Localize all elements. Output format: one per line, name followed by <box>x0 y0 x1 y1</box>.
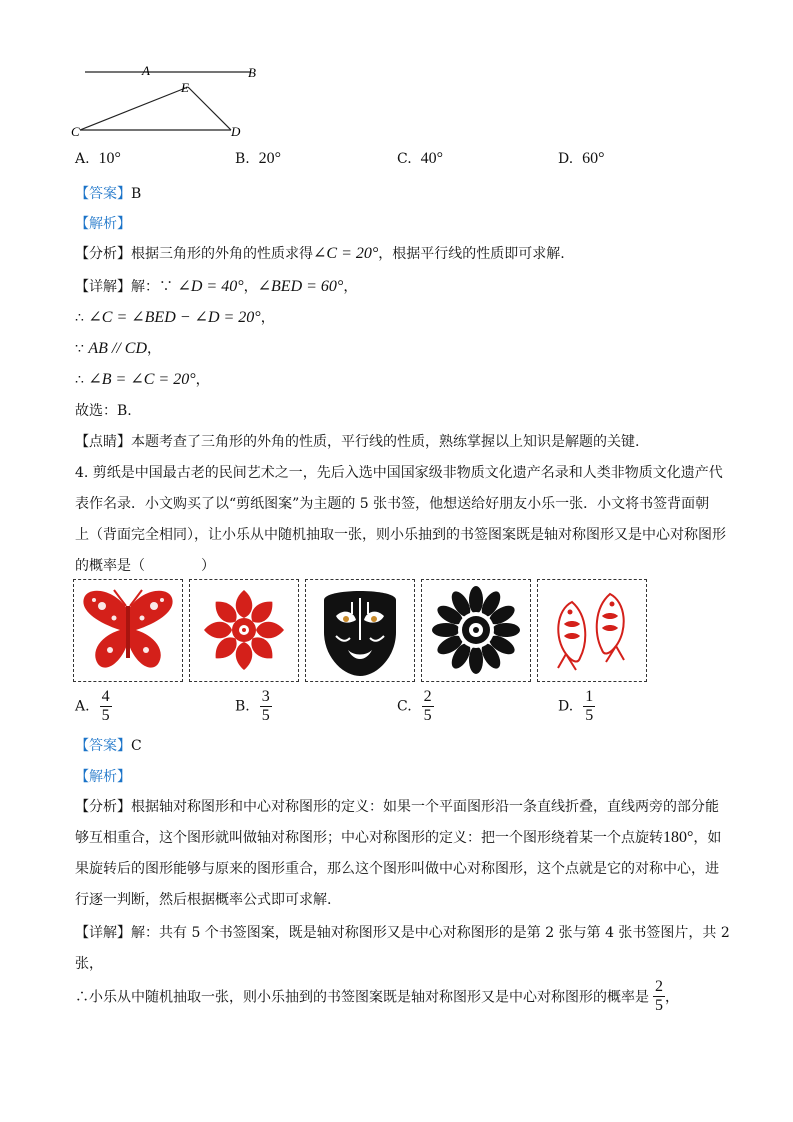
fenxi-text: 够互相重合，这个图形就叫做轴对称图形；中心对称图形的定义：把一个图形绕着某一个点旋转 <box>75 830 663 846</box>
step-prefix: ∴ <box>75 310 89 326</box>
answer-value: B <box>131 186 142 202</box>
q4-fenxi-line-4: 行逐一判断，然后根据概率公式即可求解. <box>75 892 332 908</box>
option-letter: A. <box>75 151 90 167</box>
fraction-numerator: 2 <box>655 978 663 995</box>
fenxi-tag: 【分析】 <box>75 799 131 815</box>
option-fraction <box>100 688 112 725</box>
fenxi-tag: 【分析】 <box>75 246 131 262</box>
answer-tag: 【答案】 <box>75 186 131 202</box>
fraction-denominator: 5 <box>101 707 110 724</box>
fraction-numerator: 1 <box>585 688 594 705</box>
dianjing-tag: 【点睛】 <box>75 434 131 450</box>
q3-analysis-tag: 【解析】 <box>75 216 131 232</box>
dianjing-text: 本题考查了三角形的外角的性质，平行线的性质，熟练掌握以上知识是解题的关键. <box>131 434 640 450</box>
fraction-numerator: 3 <box>261 688 270 705</box>
q4-stem-line-4: 的概率是（ ） <box>75 558 215 574</box>
q3-xiangjie <box>75 276 357 296</box>
q3-step-2 <box>75 307 275 327</box>
option-value: 20° <box>258 150 282 167</box>
option-value: 10° <box>98 150 121 167</box>
fenxi-text-b: ，根据平行线的性质即可求解. <box>378 246 565 262</box>
opera-mask-icon <box>306 580 414 681</box>
q4-stem-line-2: 表作名录．小文购买了以“剪纸图案”为主题的 5 张书签，他想送给好朋友小乐一张．小文将书签背面朝 <box>75 496 710 512</box>
butterfly-icon <box>74 580 182 681</box>
point-label-c: C <box>71 124 80 139</box>
option-letter: C. <box>397 698 412 715</box>
option-letter: B. <box>235 151 250 167</box>
q3-answer <box>75 183 141 203</box>
q3-fenxi <box>75 243 565 263</box>
step-end: ， <box>147 341 162 357</box>
mandala-icon <box>422 580 530 681</box>
option-letter: D. <box>558 151 574 167</box>
fraction-numerator: 4 <box>101 688 110 705</box>
bookmark-opera-mask <box>305 579 415 682</box>
point-label-d: D <box>231 124 241 139</box>
q4-fenxi-line-1 <box>75 796 719 816</box>
step-prefix: ∴ <box>75 372 89 388</box>
step-prefix: ∵ <box>75 341 89 357</box>
fenxi-math: 180° <box>663 829 694 846</box>
step-end: ， <box>260 310 275 326</box>
fenxi-text: 根据轴对称图形和中心对称图形的定义：如果一个平面图形沿一条直线折叠，直线两旁的部分能 <box>131 799 719 815</box>
point-label-b: B <box>248 65 256 80</box>
xiangjie-text: 解：∵ <box>131 279 178 295</box>
q4-xiangjie-line-1 <box>75 922 730 942</box>
xiangjie-text: ∴小乐从中随机抽取一张，则小乐抽到的书签图案既是轴对称图形又是中心对称图形的概率是 <box>75 989 649 1006</box>
xiangjie-end: ， <box>343 279 358 295</box>
xiangjie-math-1: ∠D = 40° <box>177 278 244 295</box>
q4-option-c <box>397 688 434 725</box>
fraction-denominator: 5 <box>655 997 663 1014</box>
fenxi-math: ∠C = 20° <box>313 245 379 262</box>
xiangjie-text: 解：共有 5 个书签图案，既是轴对称图形又是中心对称图形的是第 2 张与第 4 张书签图片，共 2 <box>131 925 730 941</box>
fenxi-text-end: ，如 <box>693 830 722 846</box>
option-fraction <box>422 688 434 725</box>
xiangjie-tag: 【详解】 <box>75 925 131 941</box>
answer-tag: 【答案】 <box>75 738 131 754</box>
fraction-numerator: 2 <box>423 688 432 705</box>
q3-option-b <box>235 150 281 168</box>
q3-step-3 <box>75 338 161 358</box>
q3-dianjing <box>75 431 639 451</box>
xiangjie-sep: ， <box>243 279 258 295</box>
answer-value: C <box>131 738 142 754</box>
step-math: ∠C = ∠BED − ∠D = 20° <box>88 309 261 326</box>
geometry-figure <box>68 58 258 140</box>
point-label-a: A <box>142 63 150 78</box>
option-value: 40° <box>420 150 443 167</box>
option-letter: D. <box>558 698 574 715</box>
xiangjie-tag: 【详解】 <box>75 279 131 295</box>
fraction-denominator: 5 <box>423 707 432 724</box>
bookmark-fish <box>537 579 647 682</box>
q3-option-d <box>558 150 605 168</box>
q4-fenxi-line-3: 果旋转后的图形能够与原来的图形重合，那么这个图形叫做中心对称图形，这个点就是它的对称中心，进 <box>75 861 719 877</box>
q4-option-a <box>75 688 112 725</box>
fish-icon <box>538 580 646 681</box>
q3-option-c <box>397 150 443 168</box>
q4-stem-line-1: 4. 剪纸是中国最古老的民间艺术之一，先后入选中国国家级非物质文化遗产名录和人类非物质文化遗产代 <box>75 465 723 481</box>
xiangjie-end: ， <box>665 989 679 1006</box>
q3-choice: 故选：B. <box>75 403 132 419</box>
q3-step-4 <box>75 369 210 389</box>
q4-answer <box>75 735 142 755</box>
option-value: 60° <box>582 150 605 167</box>
probability-fraction <box>653 978 665 1015</box>
xiangjie-math-2: ∠BED = 60° <box>257 278 344 295</box>
q4-option-b <box>235 688 272 725</box>
q4-option-d <box>558 688 595 725</box>
q3-option-a <box>75 150 121 168</box>
fraction-denominator: 5 <box>585 707 594 724</box>
q4-stem-line-3: 上（背面完全相同），让小乐从中随机抽取一张，则小乐抽到的书签图案既是轴对称图形又是中心对称图形 <box>75 527 726 543</box>
q4-xiangjie-line-2: 张， <box>75 956 103 972</box>
q4-xiangjie-line-3 <box>75 978 679 1015</box>
q4-fenxi-line-2 <box>75 827 721 847</box>
step-math: ∠B = ∠C = 20° <box>88 371 196 388</box>
q4-analysis-tag: 【解析】 <box>75 769 131 785</box>
option-fraction <box>583 688 595 725</box>
fenxi-text-a: 根据三角形的外角的性质求得 <box>131 246 313 262</box>
option-letter: A. <box>75 698 90 715</box>
option-fraction <box>260 688 272 725</box>
step-end: ， <box>195 372 210 388</box>
bookmark-snowflake <box>189 579 299 682</box>
snowflake-icon <box>190 580 298 681</box>
point-label-e: E <box>181 80 189 95</box>
step-math: AB // CD <box>88 340 148 357</box>
option-letter: C. <box>397 151 412 167</box>
bookmark-mandala <box>421 579 531 682</box>
option-letter: B. <box>235 698 250 715</box>
fraction-denominator: 5 <box>261 707 270 724</box>
bookmark-butterfly <box>73 579 183 682</box>
